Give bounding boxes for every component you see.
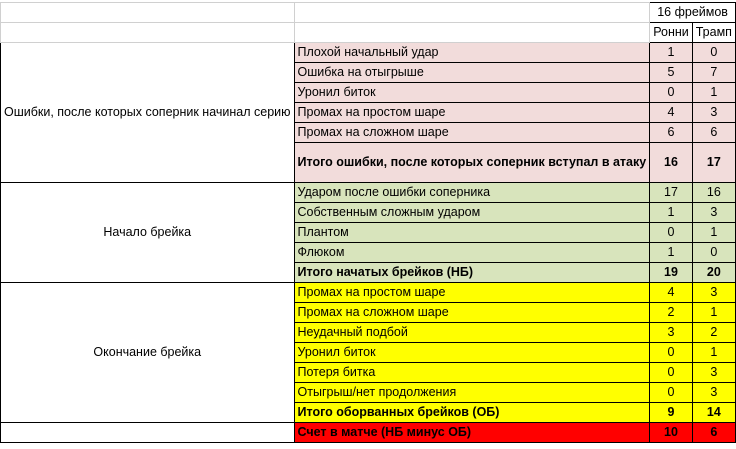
player1-value: 2 [650, 303, 693, 323]
player1-value: 17 [650, 183, 693, 203]
blank-cell [294, 3, 650, 23]
player1-value: 0 [650, 363, 693, 383]
player2-value: 17 [692, 143, 735, 183]
stats-table [0, 2, 736, 443]
blank-cell [1, 23, 295, 43]
player1-value: 1 [650, 203, 693, 223]
row-label: Ударом после ошибки соперника [294, 183, 650, 203]
section-title: Окончание брейка [1, 283, 295, 423]
row-label: Ошибка на отыгрыше [294, 63, 650, 83]
player2-value: 7 [692, 63, 735, 83]
player2-value: 0 [692, 43, 735, 63]
row-label: Отыгрыш/нет продолжения [294, 383, 650, 403]
player2-value: 1 [692, 303, 735, 323]
player2-value: 3 [692, 203, 735, 223]
player1-value: 0 [650, 223, 693, 243]
header-row-frames [1, 3, 736, 23]
row-label: Плантом [294, 223, 650, 243]
player1-value: 4 [650, 103, 693, 123]
section-title: Начало брейка [1, 183, 295, 283]
player2-value: 3 [692, 283, 735, 303]
player1-value: 19 [650, 263, 693, 283]
player1-value: 16 [650, 143, 693, 183]
player1-value: 5 [650, 63, 693, 83]
player2-value: 1 [692, 343, 735, 363]
row-label: Промах на сложном шаре [294, 123, 650, 143]
player1-value: 0 [650, 83, 693, 103]
player1-value: 4 [650, 283, 693, 303]
row-label: Потеря битка [294, 363, 650, 383]
player2-value: 1 [692, 223, 735, 243]
row-label: Промах на простом шаре [294, 103, 650, 123]
player2-value: 20 [692, 263, 735, 283]
row-label: Уронил биток [294, 83, 650, 103]
row-label: Итого ошибки, после которых соперник вступал в атаку [294, 143, 650, 183]
player2-value: 3 [692, 383, 735, 403]
row-label: Промах на простом шаре [294, 283, 650, 303]
player2-value: 1 [692, 83, 735, 103]
row-label: Итого начатых брейков (НБ) [294, 263, 650, 283]
row-label: Уронил биток [294, 343, 650, 363]
row-label: Итого оборванных брейков (ОБ) [294, 403, 650, 423]
row-label: Плохой начальный удар [294, 43, 650, 63]
row-label: Неудачный подбой [294, 323, 650, 343]
player2-value: 0 [692, 243, 735, 263]
player1-value: 1 [650, 43, 693, 63]
row-label: Промах на сложном шаре [294, 303, 650, 323]
player1-value: 0 [650, 343, 693, 363]
player1-score: 10 [650, 423, 693, 443]
player1-header: Ронни [650, 23, 693, 43]
player2-value: 6 [692, 123, 735, 143]
player2-value: 2 [692, 323, 735, 343]
table-row [1, 283, 736, 303]
table-row [1, 43, 736, 63]
score-label: Счет в матче (НБ минус ОБ) [294, 423, 650, 443]
player2-score: 6 [692, 423, 735, 443]
player2-value: 14 [692, 403, 735, 423]
blank-cell [1, 423, 295, 443]
player1-value: 9 [650, 403, 693, 423]
player2-value: 3 [692, 103, 735, 123]
row-label: Флюком [294, 243, 650, 263]
header-row-players [1, 23, 736, 43]
section-title: Ошибки, после которых соперник начинал серию [1, 43, 295, 183]
player2-header: Трамп [692, 23, 735, 43]
table-row [1, 183, 736, 203]
row-label: Собственным сложным ударом [294, 203, 650, 223]
player1-value: 1 [650, 243, 693, 263]
player1-value: 3 [650, 323, 693, 343]
player2-value: 3 [692, 363, 735, 383]
player1-value: 0 [650, 383, 693, 403]
blank-cell [294, 23, 650, 43]
blank-cell [1, 3, 295, 23]
frames-header: 16 фреймов [650, 3, 736, 23]
player2-value: 16 [692, 183, 735, 203]
player1-value: 6 [650, 123, 693, 143]
score-row [1, 423, 736, 443]
